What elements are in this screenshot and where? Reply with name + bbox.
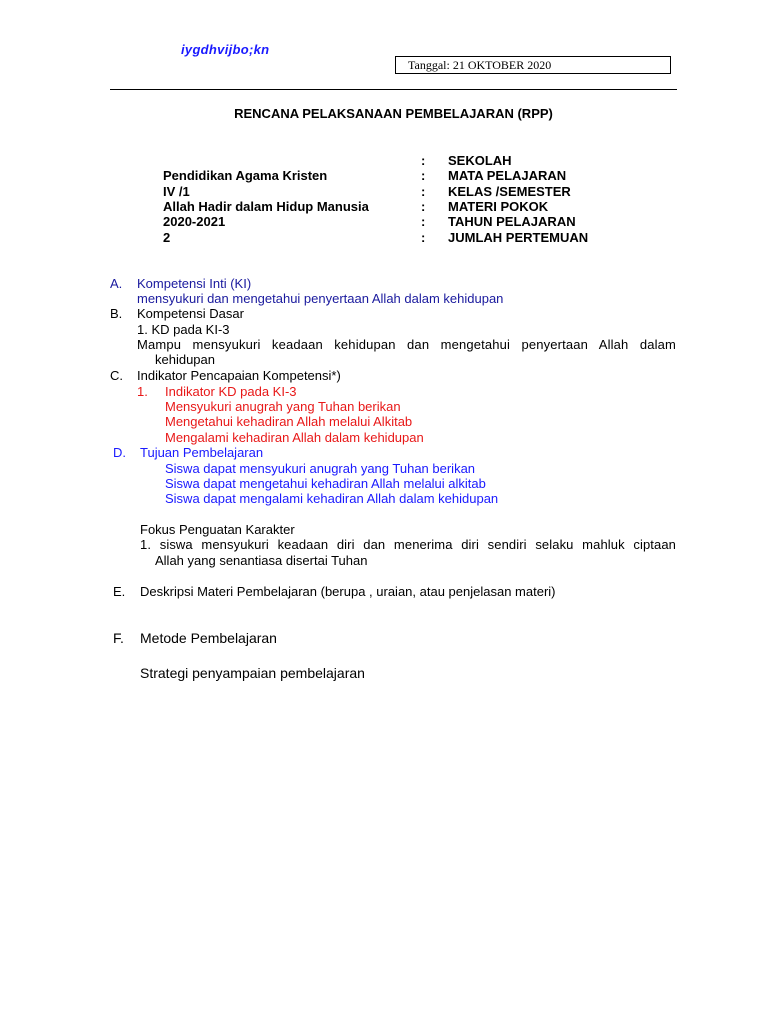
info-value-kelas: IV /1 <box>163 184 190 199</box>
info-key-materi: MATERI POKOK <box>448 199 549 214</box>
section-c-heading: Indikator Pencapaian Kompetensi*) <box>137 368 341 383</box>
indicator-line: Mengalami kehadiran Allah dalam kehidupan <box>165 430 424 445</box>
indicator-line: Mensyukuri anugrah yang Tuhan berikan <box>165 399 401 414</box>
section-f-heading: Metode Pembelajaran <box>140 630 277 646</box>
header-divider <box>110 89 677 90</box>
indicator-line: Mengetahui kehadiran Allah melalui Alkitab <box>165 414 413 429</box>
info-colon: : <box>421 199 426 214</box>
section-c-letter: C. <box>110 368 123 383</box>
section-f-subheading: Strategi penyampaian pembelajaran <box>140 665 365 681</box>
info-key-mata-pelajaran: MATA PELAJARAN <box>448 168 567 183</box>
info-colon: : <box>421 153 426 168</box>
fokus-line2: Allah yang senantiasa disertai Tuhan <box>155 553 368 568</box>
section-f-letter: F. <box>113 630 124 646</box>
section-c-item-number: 1. <box>137 384 148 399</box>
section-e-letter: E. <box>113 584 126 599</box>
info-key-sekolah: SEKOLAH <box>448 153 512 168</box>
info-key-kelas: KELAS /SEMESTER <box>448 184 571 199</box>
document-title: RENCANA PELAKSANAAN PEMBELAJARAN (RPP) <box>234 106 553 121</box>
info-colon: : <box>421 230 426 245</box>
info-key-tahun: TAHUN PELAJARAN <box>448 214 576 229</box>
info-value-tahun: 2020-2021 <box>163 214 226 229</box>
info-value-jumlah: 2 <box>163 230 171 245</box>
info-value-mata-pelajaran: Pendidikan Agama Kristen <box>163 168 328 183</box>
logo-text: iygdhvijbo;kn <box>181 42 270 57</box>
info-key-jumlah: JUMLAH PERTEMUAN <box>448 230 589 245</box>
info-colon: : <box>421 184 426 199</box>
section-a-letter: A. <box>110 276 123 291</box>
section-b-letter: B. <box>110 306 123 321</box>
section-a-text: mensyukuri dan mengetahui penyertaan Allah dalam kehidupan <box>137 291 504 306</box>
fokus-line1: 1. siswa mensyukuri keadaan diri dan menerima diri sendiri selaku mahluk ciptaan <box>140 537 676 552</box>
section-b-heading: Kompetensi Dasar <box>137 306 244 321</box>
objective-line: Siswa dapat mengalami kehadiran Allah dalam kehidupan <box>165 491 499 506</box>
fokus-heading: Fokus Penguatan Karakter <box>140 522 295 537</box>
section-d-letter: D. <box>113 445 126 460</box>
info-value-materi: Allah Hadir dalam Hidup Manusia <box>163 199 369 214</box>
objective-line: Siswa dapat mengetahui kehadiran Allah melalui alkitab <box>165 476 486 491</box>
info-colon: : <box>421 214 426 229</box>
objective-line: Siswa dapat mensyukuri anugrah yang Tuhan berikan <box>165 461 476 476</box>
section-b-item: 1. KD pada KI-3 <box>137 322 230 337</box>
section-e-heading: Deskripsi Materi Pembelajaran (berupa , uraian, atau penjelasan materi) <box>140 584 556 599</box>
date-box: Tanggal: 21 OKTOBER 2020 <box>395 56 671 74</box>
section-c-item-label: Indikator KD pada KI-3 <box>165 384 297 399</box>
info-colon: : <box>421 168 426 183</box>
section-d-heading: Tujuan Pembelajaran <box>140 445 264 460</box>
section-a-heading: Kompetensi Inti (KI) <box>137 276 252 291</box>
section-b-text-line1: Mampu mensyukuri keadaan kehidupan dan mengetahui penyertaan Allah dalam <box>137 337 676 352</box>
section-b-text-line2: kehidupan <box>155 352 215 367</box>
